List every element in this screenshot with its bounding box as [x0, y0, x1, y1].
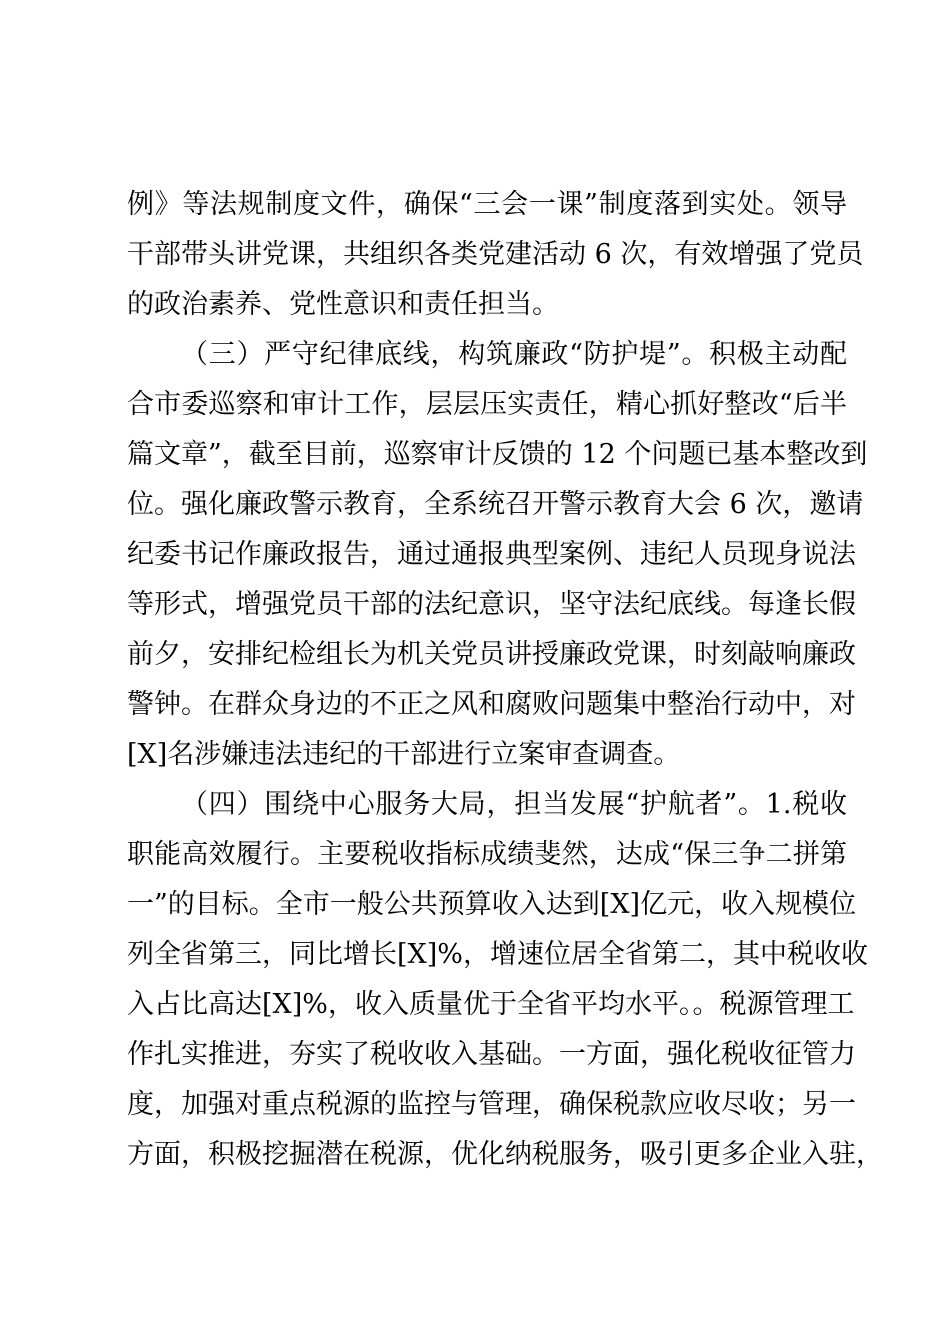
text-line: 列全省第三，同比增长[X]%，增速位居全省第二，其中税收收: [127, 939, 868, 970]
text-line: 的政治素养、党性意识和责任担当。: [127, 289, 559, 320]
text-line: [X]名涉嫌违法违纪的干部进行立案审查调查。: [127, 739, 681, 770]
text-line: 入占比高达[X]%，收入质量优于全省平均水平。。税源管理工: [127, 989, 855, 1020]
text-line: 度，加强对重点税源的监控与管理，确保税款应收尽收；另一: [127, 1089, 856, 1120]
text-line: 职能高效履行。主要税收指标成绩斐然，达成“保三争二拼第: [127, 839, 847, 870]
text-line: 一”的目标。全市一般公共预算收入达到[X]亿元，收入规模位: [127, 889, 857, 920]
text-line: 干部带头讲党课，共组织各类党建活动 6 次，有效增强了党员: [127, 239, 864, 270]
text-line: 前夕，安排纪检组长为机关党员讲授廉政党课，时刻敲响廉政: [127, 639, 856, 670]
section-heading-line: （三）严守纪律底线，构筑廉政“防护堤”。积极主动配: [181, 339, 847, 370]
text-line: 位。强化廉政警示教育，全系统召开警示教育大会 6 次，邀请: [127, 489, 864, 520]
text-line: 等形式，增强党员干部的法纪意识，坚守法纪底线。每逢长假: [127, 589, 856, 620]
text-line: 警钟。在群众身边的不正之风和腐败问题集中整治行动中，对: [127, 689, 856, 720]
body-text: [127, 180, 883, 1180]
text-line: 合市委巡察和审计工作，层层压实责任，精心抓好整改“后半: [127, 389, 847, 420]
text-line: 纪委书记作廉政报告，通过通报典型案例、违纪人员现身说法: [127, 539, 856, 570]
text-line: 方面，积极挖掘潜在税源，优化纳税服务，吸引更多企业入驻，: [127, 1139, 883, 1170]
text-line: 作扎实推进，夯实了税收收入基础。一方面，强化税收征管力: [127, 1039, 856, 1070]
text-line: 篇文章”，截至目前，巡察审计反馈的 12 个问题已基本整改到: [127, 439, 868, 470]
text-line: 例》等法规制度文件，确保“三会一课”制度落到实处。领导: [127, 189, 847, 220]
section-heading-line: （四）围绕中心服务大局，担当发展“护航者”。1.税收: [181, 789, 847, 820]
